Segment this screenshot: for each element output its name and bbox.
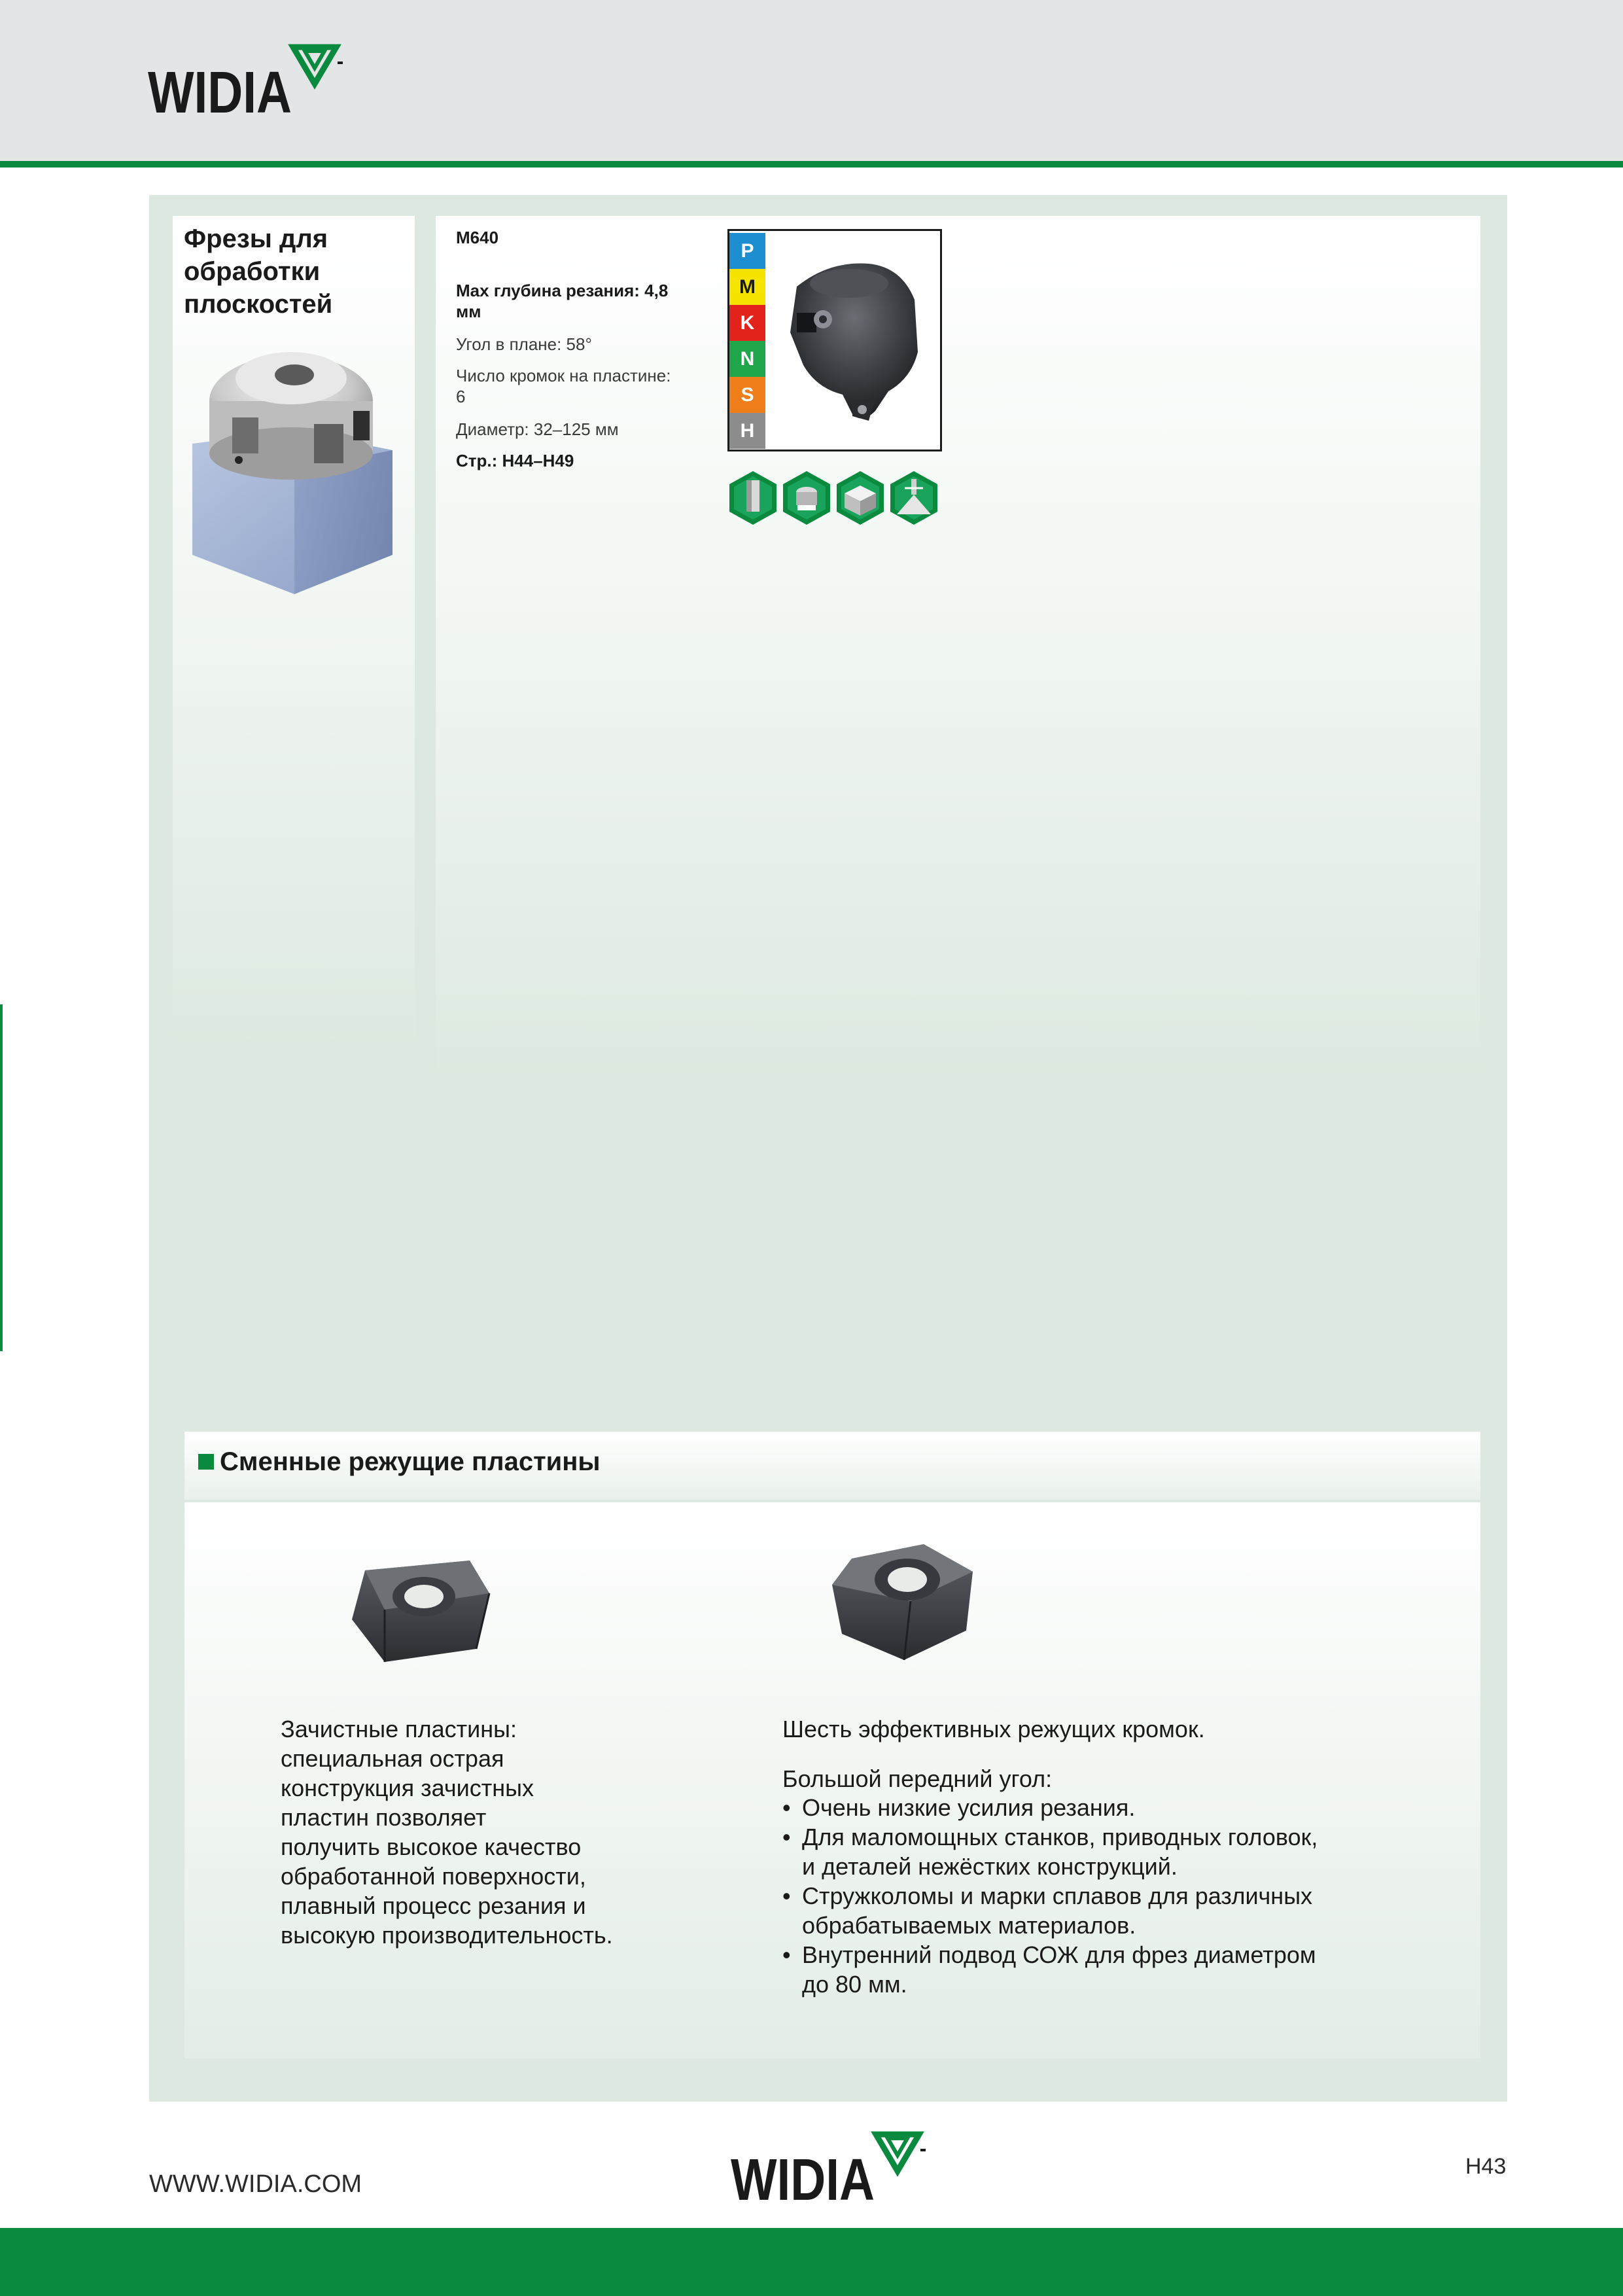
bullet-line: обрабатываемых материалов. bbox=[802, 1912, 1136, 1939]
bullet-item bbox=[782, 1822, 1371, 1881]
spec-lead-angle: Угол в плане: 58° bbox=[456, 334, 592, 354]
shoulder-milling-icon bbox=[727, 468, 779, 527]
face-milling-block-icon bbox=[834, 468, 886, 527]
bullet-line: Очень низкие усилия резания. bbox=[802, 1794, 1136, 1821]
face-milling-cutter-icon bbox=[780, 468, 833, 527]
material-m-chip: M bbox=[729, 269, 765, 305]
category-title: Фрезы для обработки плоскостей bbox=[184, 224, 333, 319]
bullet-dot-icon: • bbox=[782, 1824, 791, 1850]
material-n-chip: N bbox=[729, 341, 765, 377]
feature-bullet-list bbox=[782, 1793, 1371, 1999]
bullet-item bbox=[782, 1940, 1371, 1999]
m640-cutter-photo bbox=[771, 247, 931, 434]
bullet-item bbox=[782, 1793, 1371, 1822]
description-line: пластин позволяет bbox=[281, 1804, 487, 1831]
footer-band bbox=[0, 2228, 1623, 2296]
bullet-dot-icon: • bbox=[782, 1941, 791, 1968]
bullet-line: до 80 мм. bbox=[802, 1971, 907, 1998]
description-line: высокую производительность. bbox=[281, 1922, 613, 1949]
footer-logo-wordmark: WIDIA bbox=[731, 2147, 875, 2208]
product-name: M640 bbox=[456, 228, 499, 247]
description-line: конструкция зачистных bbox=[281, 1775, 534, 1801]
description-line: Зачистные пластины: bbox=[281, 1716, 517, 1742]
hexagonal-insert-photo bbox=[826, 1539, 983, 1667]
description-line: обработанной поверхности, bbox=[281, 1863, 586, 1890]
widia-logo bbox=[148, 42, 344, 120]
logo-triangle-icon bbox=[293, 47, 343, 84]
description-line: получить высокое качество bbox=[281, 1833, 582, 1860]
spec-max-depth: Max глубина резания: 4,8 мм bbox=[456, 281, 669, 321]
left-edge-accent bbox=[0, 1004, 3, 1351]
description-line: плавный процесс резания и bbox=[281, 1892, 586, 1919]
insert-right-intro: Шесть эффективных режущих кромок. bbox=[782, 1716, 1205, 1742]
material-s-chip: S bbox=[729, 377, 765, 413]
spec-pages: Стр.: H44–H49 bbox=[456, 451, 574, 470]
footer-url-link[interactable]: WWW.WIDIA.COM bbox=[149, 2170, 362, 2198]
wiper-insert-photo bbox=[345, 1554, 496, 1669]
inserts-section-title: Сменные режущие пластины bbox=[220, 1447, 601, 1476]
material-p-chip: P bbox=[729, 233, 765, 269]
face-mill-illustration bbox=[190, 339, 399, 594]
insert-right-subhead: Большой передний угол: bbox=[782, 1765, 1053, 1792]
logo-wordmark: WIDIA bbox=[148, 60, 292, 120]
material-k-chip: K bbox=[729, 305, 765, 341]
ramping-icon bbox=[888, 468, 940, 527]
material-h-chip: H bbox=[729, 413, 765, 449]
description-line: специальная острая bbox=[281, 1745, 504, 1772]
header-rule bbox=[0, 161, 1623, 168]
page-number: H43 bbox=[1465, 2154, 1507, 2179]
bullet-item bbox=[782, 1881, 1371, 1940]
spec-edges: Число кромок на пластине: 6 bbox=[456, 366, 671, 406]
bullet-line: и деталей нежёстких конструкций. bbox=[802, 1853, 1178, 1880]
bullet-dot-icon: • bbox=[782, 1882, 791, 1909]
spec-diameter: Диаметр: 32–125 мм bbox=[456, 419, 619, 439]
bullet-line: Для маломощных станков, приводных головок, bbox=[802, 1824, 1318, 1850]
bullet-dot-icon: • bbox=[782, 1794, 791, 1821]
footer-widia-logo bbox=[731, 2129, 927, 2208]
bullet-line: Стружколомы и марки сплавов для различных bbox=[802, 1882, 1313, 1909]
section-marker-icon bbox=[198, 1454, 214, 1470]
bullet-line: Внутренний подвод СОЖ для фрез диаметром bbox=[802, 1941, 1316, 1968]
footer-logo-triangle-icon bbox=[876, 2134, 926, 2171]
